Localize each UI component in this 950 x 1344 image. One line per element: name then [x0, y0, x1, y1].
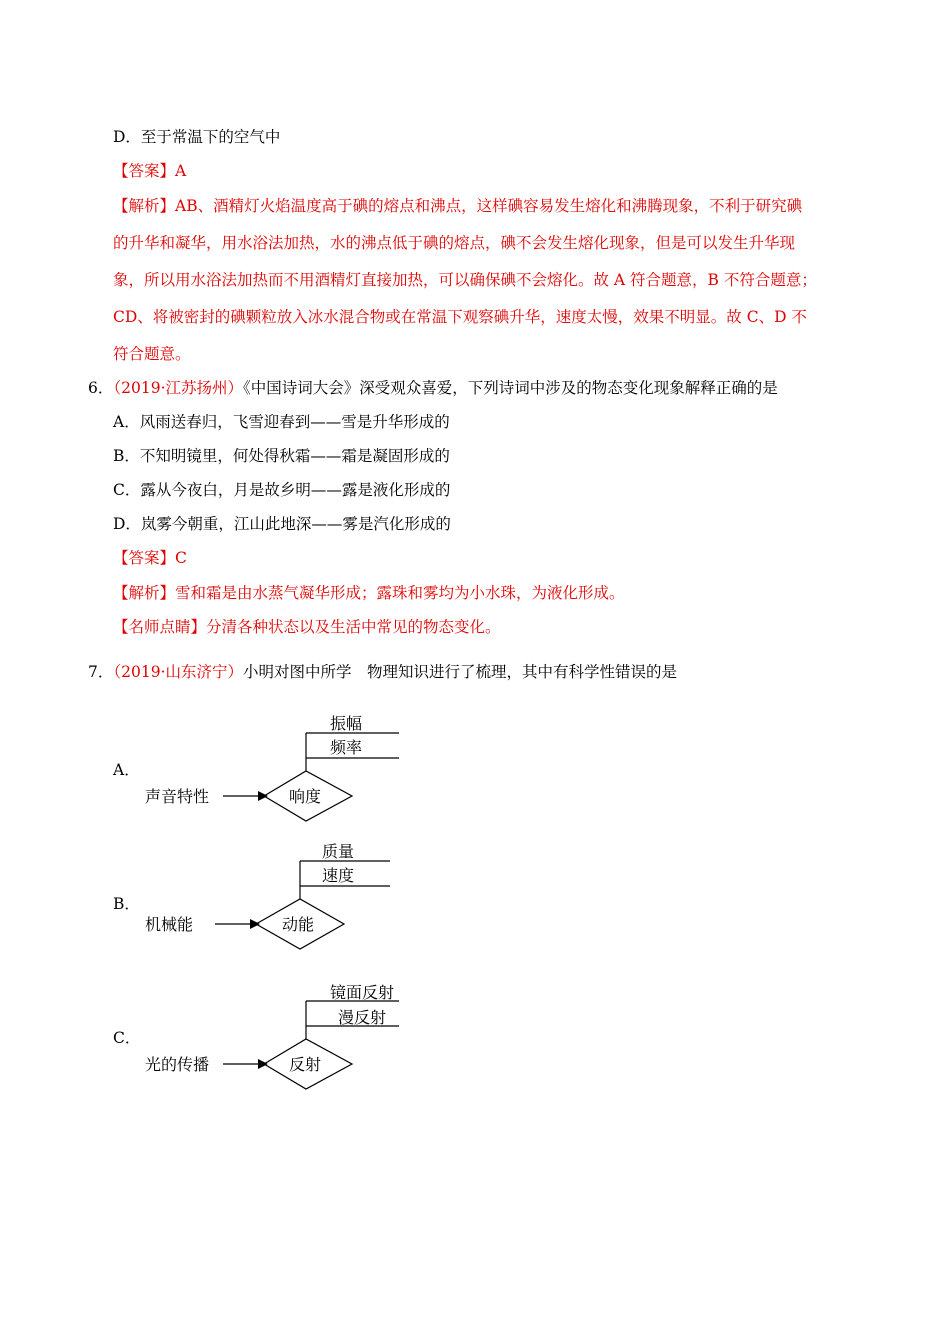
- q7-source: （2019·山东济宁）: [113, 663, 243, 681]
- q7-stem: 小明对图中所学 物理知识进行了梳理，其中有科学性错误的是: [243, 663, 678, 681]
- diagram-c-root: 光的传播: [145, 1055, 210, 1074]
- q7-diagram-b: [140, 836, 410, 956]
- q7-option-b-letter: B．: [113, 895, 140, 913]
- q7-option-a-letter: A．: [113, 761, 140, 779]
- diagram-b-node: 动能: [282, 915, 315, 934]
- diagram-c-branch-2-label: 漫反射: [338, 1008, 387, 1027]
- q5-answer: 【答案】A: [113, 162, 187, 180]
- q6-option-a: A．风雨送春归，飞雪迎春到——雪是升华形成的: [113, 413, 450, 431]
- q6-stem-line: [88, 378, 778, 398]
- q7-stem-line: [88, 662, 677, 682]
- q6-stem: 《中国诗词大会》深受观众喜爱，下列诗词中涉及的物态变化现象解释正确的是: [243, 379, 778, 397]
- q5-option-d: D．至于常温下的空气中: [113, 128, 281, 146]
- q5-explanation-line-1: 【解析】AB、酒精灯火焰温度高于碘的熔点和沸点，这样碘容易发生熔化和沸腾现象，不利于研究碘: [113, 197, 803, 215]
- q5-explanation-line-3: 象，所以用水浴法加热而不用酒精灯直接加热，可以确保碘不会熔化。故 A 符合题意，B 不符合题意；: [113, 271, 817, 289]
- q6-option-c: C．露从今夜白，月是故乡明——露是液化形成的: [113, 481, 451, 499]
- q6-option-b: B．不知明镜里，何处得秋霜——霜是凝固形成的: [113, 447, 450, 465]
- q7-option-c-letter: C．: [113, 1029, 141, 1047]
- diagram-a-node: 响度: [289, 787, 322, 806]
- q5-explanation-line-2: 的升华和凝华，用水浴法加热，水的沸点低于碘的熔点，碘不会发生熔化现象，但是可以发生升华现: [113, 234, 796, 252]
- diagram-a-root: 声音特性: [145, 787, 210, 806]
- q5-explanation-line-4: CD、将被密封的碘颗粒放入冰水混合物或在常温下观察碘升华，速度太慢，效果不明显。故 C、D 不: [113, 308, 807, 326]
- diagram-a-branch-2-label: 频率: [330, 738, 363, 757]
- q6-option-d: D．岚雾今朝重，江山此地深——雾是汽化形成的: [113, 515, 451, 533]
- q6-explanation: 【解析】雪和霜是由水蒸气凝华形成；露珠和雾均为小水珠，为液化形成。: [113, 584, 625, 602]
- q7-diagram-a: [140, 708, 410, 828]
- q6-answer: 【答案】C: [113, 549, 187, 567]
- q6-tip: 【名师点睛】分清各种状态以及生活中常见的物态变化。: [113, 618, 501, 636]
- diagram-c-node: 反射: [289, 1055, 322, 1074]
- diagram-b-branch-2-label: 速度: [322, 866, 355, 885]
- q6-source: （2019·江苏扬州）: [113, 379, 243, 397]
- q7-number: 7．: [88, 663, 114, 681]
- q6-number: 6．: [88, 379, 114, 397]
- q7-diagram-c: [140, 976, 410, 1096]
- diagram-c-branch-1-label: 镜面反射: [330, 983, 395, 1002]
- diagram-b-branch-1-label: 质量: [322, 842, 355, 861]
- diagram-a-branch-1-label: 振幅: [330, 714, 363, 733]
- q5-explanation-line-5: 符合题意。: [113, 345, 191, 363]
- diagram-b-root: 机械能: [145, 915, 194, 934]
